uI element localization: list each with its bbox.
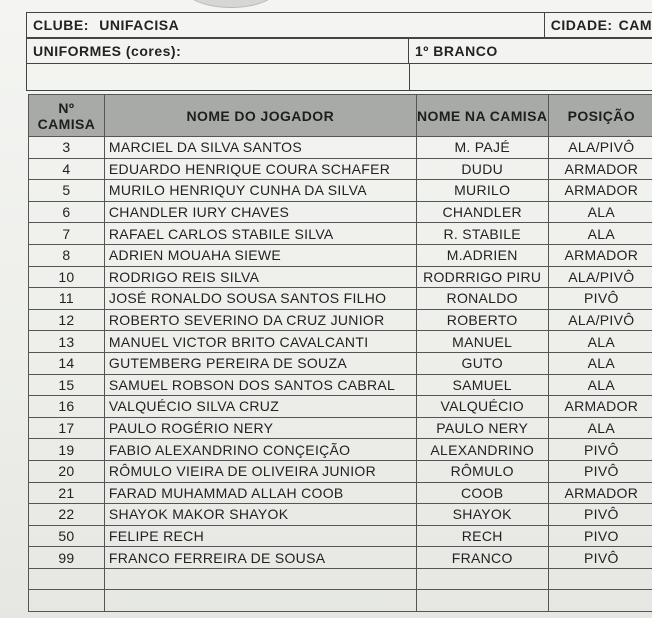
shirt-name: SAMUEL — [416, 374, 548, 396]
player-position: ARMADOR — [548, 396, 652, 418]
shirt-name: M. PAJÉ — [416, 137, 548, 159]
player-position — [548, 568, 652, 590]
player-position: PIVÔ — [548, 439, 652, 461]
shirt-name: RODRRIGO PIRU — [416, 266, 548, 288]
table-row — [29, 180, 652, 202]
player-number: 7 — [29, 223, 105, 245]
table-row — [29, 568, 652, 590]
player-number: 6 — [29, 201, 105, 223]
table-row — [29, 525, 652, 547]
col-header-number: Nº CAMISA — [29, 95, 105, 137]
table-row — [29, 223, 652, 245]
shirt-name: DUDU — [416, 158, 548, 180]
table-header-row — [29, 95, 652, 137]
shirt-name: M.ADRIEN — [416, 244, 548, 266]
table-row — [29, 439, 652, 461]
city-label: CIDADE: — [550, 17, 613, 33]
player-position: ALA — [548, 331, 652, 353]
player-number: 19 — [29, 439, 105, 461]
player-name: SHAYOK MAKOR SHAYOK — [104, 504, 416, 526]
shirt-name: RONALDO — [416, 288, 548, 310]
uniforms-row — [26, 38, 652, 64]
player-position: ALA/PIVÔ — [548, 309, 652, 331]
player-name — [104, 590, 416, 612]
player-position: ARMADOR — [548, 158, 652, 180]
shirt-name: COOB — [416, 482, 548, 504]
player-name: JOSÉ RONALDO SOUSA SANTOS FILHO — [104, 288, 416, 310]
shirt-name: VALQUÉCIO — [416, 396, 548, 418]
shirt-name — [416, 590, 548, 612]
player-position: PIVÔ — [548, 288, 652, 310]
table-row — [29, 396, 652, 418]
player-number: 15 — [29, 374, 105, 396]
table-row — [29, 137, 652, 159]
table-row — [29, 158, 652, 180]
player-number: 8 — [29, 244, 105, 266]
player-name: ROBERTO SEVERINO DA CRUZ JUNIOR — [104, 309, 416, 331]
player-name: FRANCO FERREIRA DE SOUSA — [104, 547, 416, 569]
shirt-name: ALEXANDRINO — [416, 439, 548, 461]
player-number: 5 — [29, 180, 105, 202]
uniforms-label: UNIFORMES (cores): — [33, 43, 182, 59]
player-number — [29, 590, 105, 612]
player-name: RODRIGO REIS SILVA — [104, 266, 416, 288]
player-position: ARMADOR — [548, 482, 652, 504]
table-row — [29, 482, 652, 504]
player-name: VALQUÉCIO SILVA CRUZ — [104, 396, 416, 418]
table-row — [29, 201, 652, 223]
player-position: PIVO — [548, 525, 652, 547]
player-position: ALA — [548, 352, 652, 374]
city-cell — [544, 13, 652, 37]
shirt-name: R. STABILE — [416, 223, 548, 245]
player-number: 20 — [29, 460, 105, 482]
player-position: ALA/PIVÔ — [548, 266, 652, 288]
player-name: FARAD MUHAMMAD ALLAH COOB — [104, 482, 416, 504]
player-number: 11 — [29, 288, 105, 310]
player-name: MARCIEL DA SILVA SANTOS — [104, 137, 416, 159]
player-name: MURILO HENRIQUY CUNHA DA SILVA — [104, 180, 416, 202]
shirt-name: MANUEL — [416, 331, 548, 353]
club-row — [26, 12, 652, 38]
player-name: FABIO ALEXANDRINO CONÇEIÇÃO — [104, 439, 416, 461]
shirt-name: SHAYOK — [416, 504, 548, 526]
player-name: RAFAEL CARLOS STABILE SILVA — [104, 223, 416, 245]
table-body — [29, 137, 652, 612]
player-name: FELIPE RECH — [104, 525, 416, 547]
table-row — [29, 504, 652, 526]
player-position: PIVÔ — [548, 547, 652, 569]
city-value: CAM — [618, 17, 652, 33]
player-name: MANUEL VICTOR BRITO CAVALCANTI — [104, 331, 416, 353]
player-position — [548, 590, 652, 612]
player-number: 13 — [29, 331, 105, 353]
table-row — [29, 331, 652, 353]
club-cell — [27, 17, 544, 33]
player-position: PIVÔ — [548, 460, 652, 482]
shirt-name: RÔMULO — [416, 460, 548, 482]
table-row — [29, 460, 652, 482]
col-header-shirt-name: NOME NA CAMISA — [416, 95, 548, 137]
player-name: ADRIEN MOUAHA SIEWE — [104, 244, 416, 266]
table-row — [29, 288, 652, 310]
player-name: CHANDLER IURY CHAVES — [104, 201, 416, 223]
shirt-name: PAULO NERY — [416, 417, 548, 439]
logo-emblem — [185, 0, 277, 8]
player-name: SAMUEL ROBSON DOS SANTOS CABRAL — [104, 374, 416, 396]
player-number: 3 — [29, 137, 105, 159]
table-row — [29, 309, 652, 331]
shirt-name: FRANCO — [416, 547, 548, 569]
players-table — [28, 94, 652, 612]
shirt-name — [416, 568, 548, 590]
shirt-name: RECH — [416, 525, 548, 547]
player-number: 10 — [29, 266, 105, 288]
player-number: 21 — [29, 482, 105, 504]
player-position: ARMADOR — [548, 244, 652, 266]
player-position: ARMADOR — [548, 180, 652, 202]
club-value: UNIFACISA — [99, 17, 180, 33]
player-name — [104, 568, 416, 590]
shirt-name: CHANDLER — [416, 201, 548, 223]
table-row — [29, 590, 652, 612]
player-number: 22 — [29, 504, 105, 526]
player-number: 14 — [29, 352, 105, 374]
player-name: PAULO ROGÉRIO NERY — [104, 417, 416, 439]
table-row — [29, 417, 652, 439]
table-row — [29, 547, 652, 569]
player-number: 16 — [29, 396, 105, 418]
player-name: GUTEMBERG PEREIRA DE SOUZA — [104, 352, 416, 374]
player-position: ALA — [548, 374, 652, 396]
player-position: ALA — [548, 223, 652, 245]
player-position: ALA/PIVÔ — [548, 137, 652, 159]
table-row — [29, 374, 652, 396]
club-label: CLUBE: — [33, 17, 89, 33]
shirt-name: GUTO — [416, 352, 548, 374]
col-header-position: POSIÇÃO — [548, 95, 652, 137]
table-row — [29, 244, 652, 266]
player-number — [29, 568, 105, 590]
shirt-name: ROBERTO — [416, 309, 548, 331]
shirt-name: MURILO — [416, 180, 548, 202]
player-number: 50 — [29, 525, 105, 547]
player-position: PIVÔ — [548, 504, 652, 526]
table-row — [29, 352, 652, 374]
col-header-player-name: NOME DO JOGADOR — [104, 95, 416, 137]
uniforms-row-blank — [26, 64, 652, 91]
player-position: ALA — [548, 417, 652, 439]
player-number: 17 — [29, 417, 105, 439]
player-position: ALA — [548, 201, 652, 223]
table-row — [29, 266, 652, 288]
uniform-first: 1º BRANCO — [408, 39, 498, 63]
player-number: 12 — [29, 309, 105, 331]
player-number: 4 — [29, 158, 105, 180]
player-number: 99 — [29, 547, 105, 569]
player-name: EDUARDO HENRIQUE COURA SCHAFER — [104, 158, 416, 180]
player-name: RÔMULO VIEIRA DE OLIVEIRA JUNIOR — [104, 460, 416, 482]
